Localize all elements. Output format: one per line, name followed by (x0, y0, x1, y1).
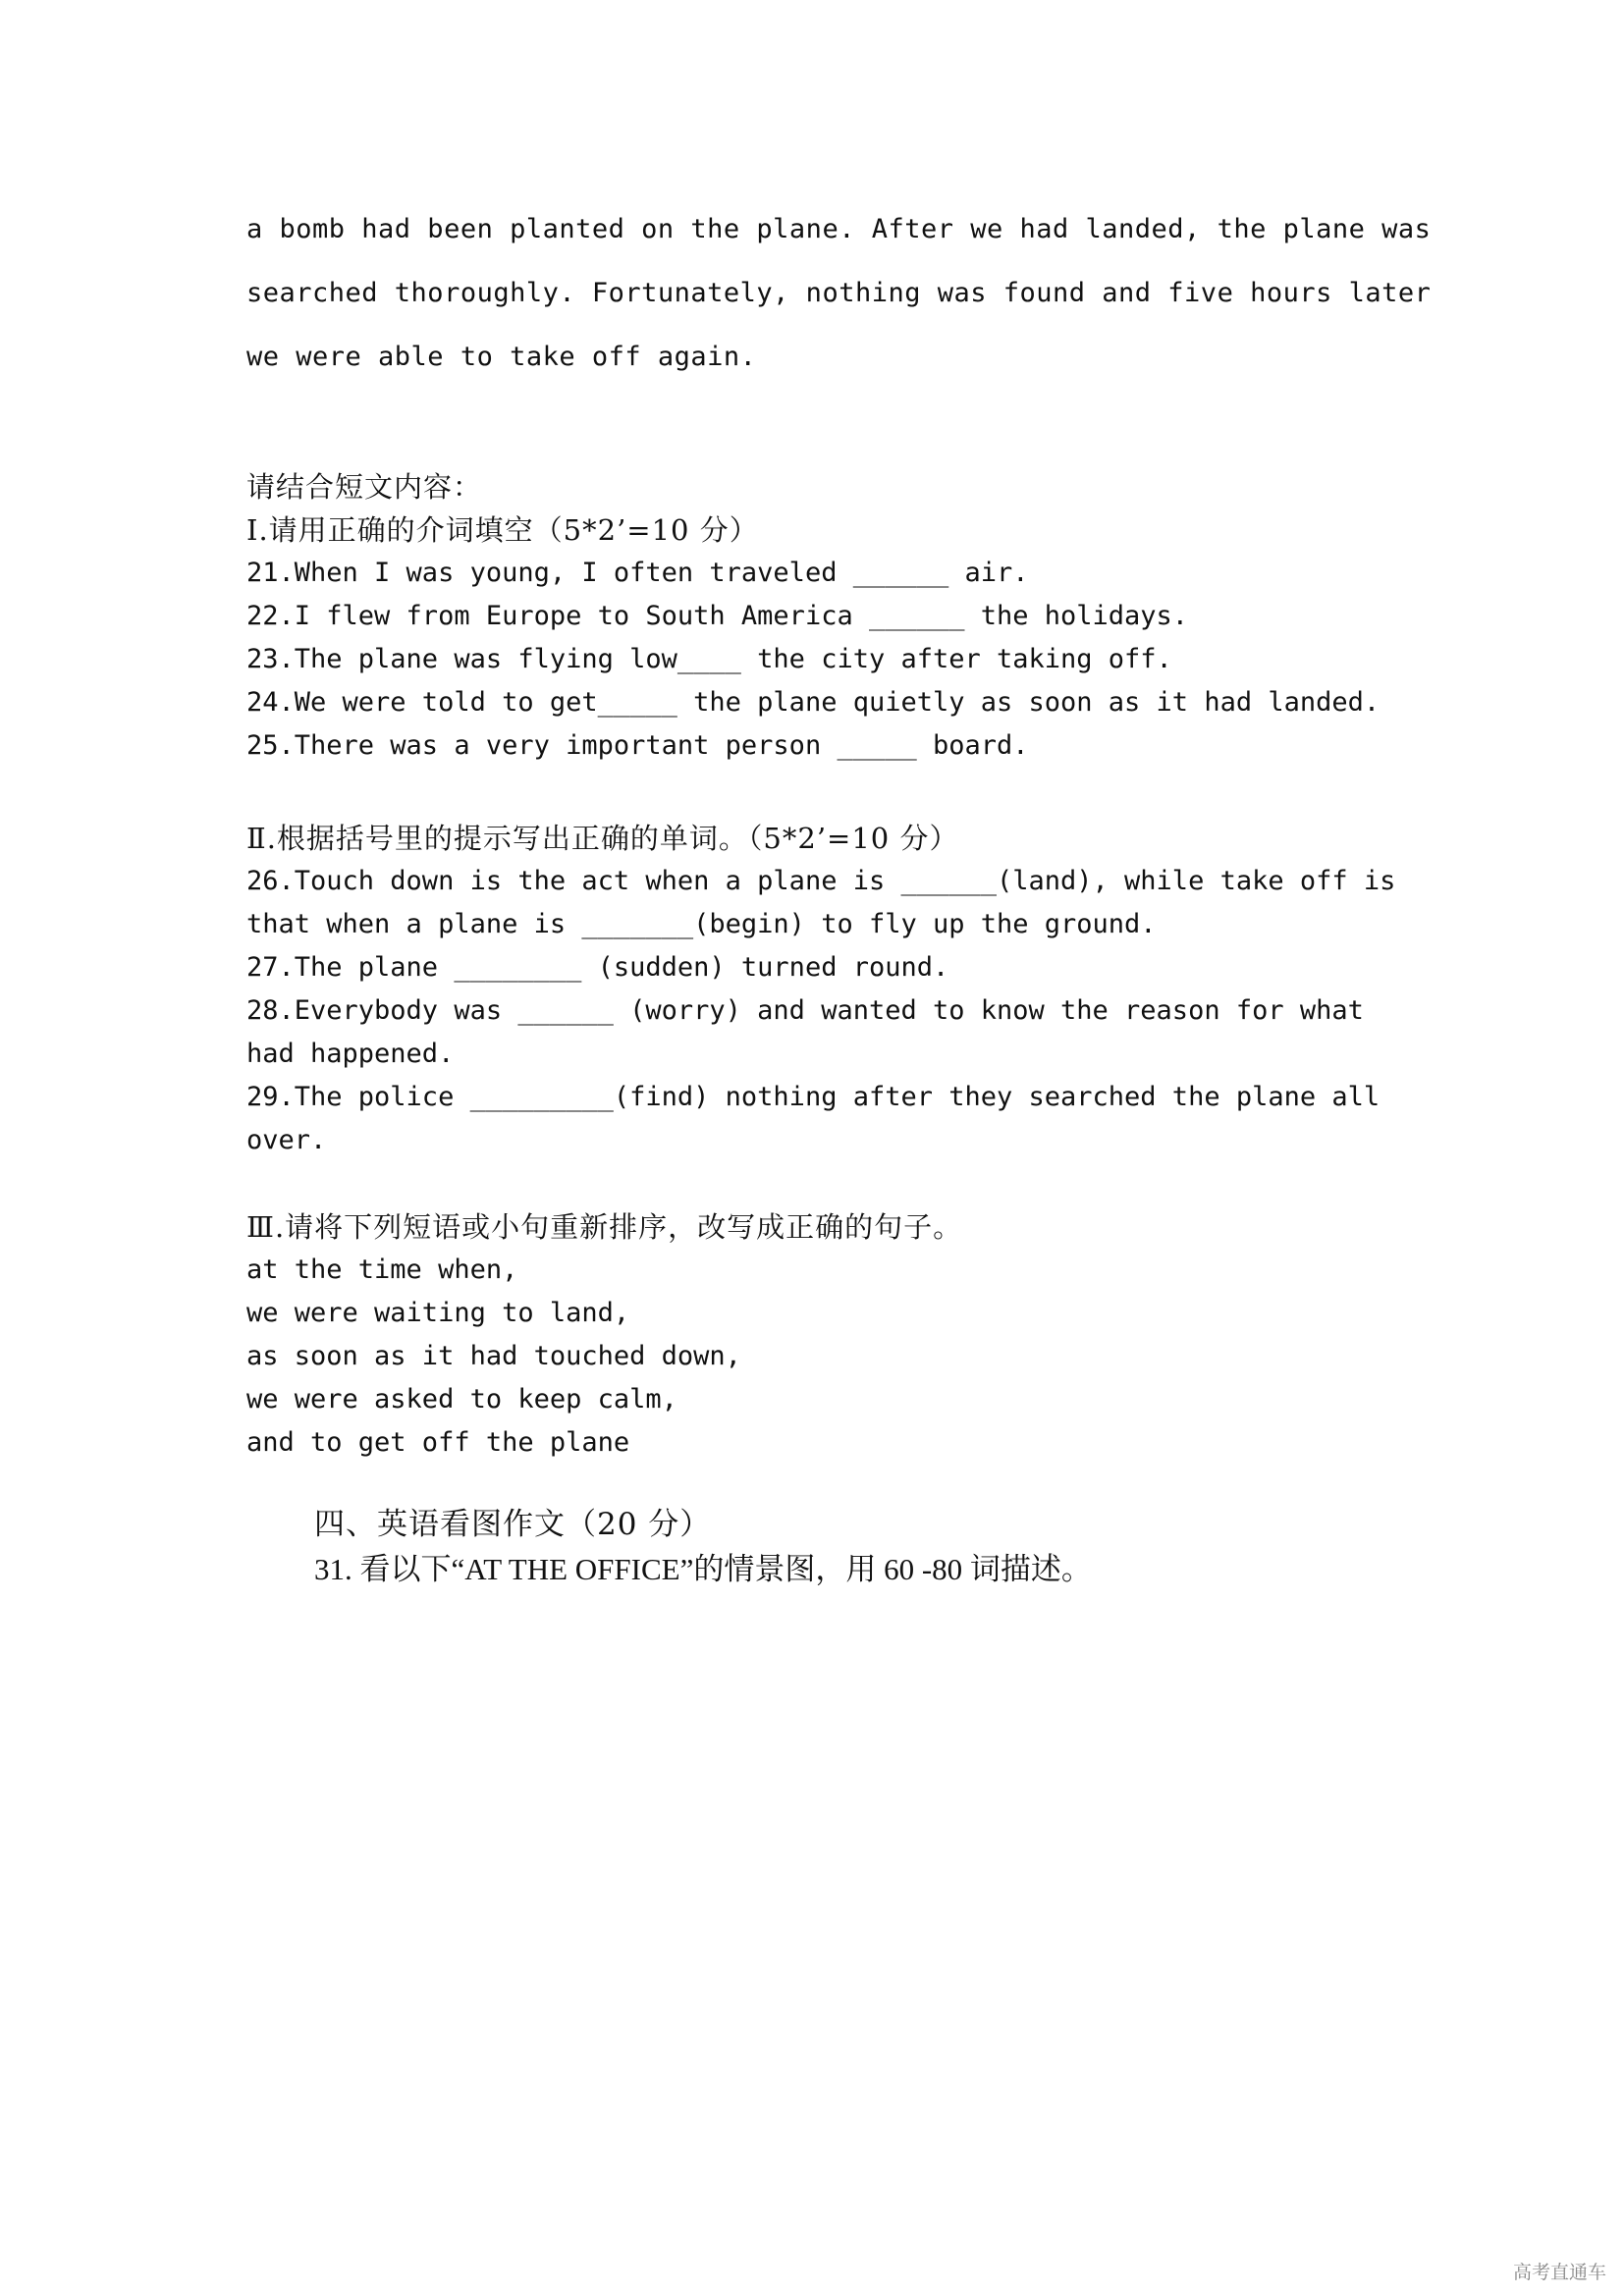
passage-line: a bomb had been planted on the plane. After we had landed, the plane was (246, 214, 1432, 244)
watermark-text: 高考直通车 (1512, 2262, 1606, 2283)
part1-heading: Ⅰ.请用正确的介词填空（5*2’=10 分） (246, 513, 759, 547)
question-line: over. (246, 1125, 327, 1155)
question-line: 27.The plane ________ (sudden) turned round. (246, 952, 949, 983)
question-line: had happened. (246, 1039, 455, 1069)
question-item: 21.When I was young, I often traveled ______ air. (246, 558, 1029, 588)
passage-line: we were able to take off again. (246, 342, 757, 372)
part2-heading: Ⅱ.根据括号里的提示写出正确的单词。（5*2’=10 分） (246, 822, 959, 855)
section-part4 (314, 1502, 1092, 1592)
question-item: 25.There was a very important person _____ board. (246, 730, 1029, 761)
phrase-line: we were waiting to land, (246, 1298, 630, 1328)
passage-text (246, 210, 1432, 401)
question-line: 28.Everybody was ______ (worry) and wanted to know the reason for what (246, 995, 1364, 1026)
question-item: 23.The plane was flying low____ the city after taking off. (246, 644, 1172, 674)
part4-heading: 四、英语看图作文（20 分） (314, 1507, 712, 1542)
intro-text: 请结合短文内容： (246, 470, 483, 504)
section-instructions (246, 465, 1395, 768)
question-line: 29.The police _________(find) nothing after they searched the plane all (246, 1082, 1380, 1112)
question-line: that when a plane is _______(begin) to fly up the ground. (246, 909, 1157, 939)
question-item: 22.I flew from Europe to South America ______ the holidays. (246, 601, 1189, 631)
phrase-line: at the time when, (246, 1255, 518, 1285)
section-part2 (246, 817, 1395, 1162)
phrase-line: and to get off the plane (246, 1427, 630, 1458)
phrase-line: as soon as it had touched down, (246, 1341, 741, 1371)
writing-task: 31. 看以下“AT THE OFFICE”的情景图，用 60 -80 词描述。 (314, 1552, 1092, 1586)
question-line: 26.Touch down is the act when a plane is ______(land), while take off is (246, 866, 1396, 896)
passage-line: searched thoroughly. Fortunately, nothing was found and five hours later (246, 278, 1432, 308)
phrase-line: we were asked to keep calm, (246, 1384, 677, 1415)
part3-heading: Ⅲ.请将下列短语或小句重新排序，改写成正确的句子。 (246, 1210, 963, 1244)
section-part3 (246, 1205, 1395, 1465)
question-item: 24.We were told to get_____ the plane quietly as soon as it had landed. (246, 687, 1380, 718)
